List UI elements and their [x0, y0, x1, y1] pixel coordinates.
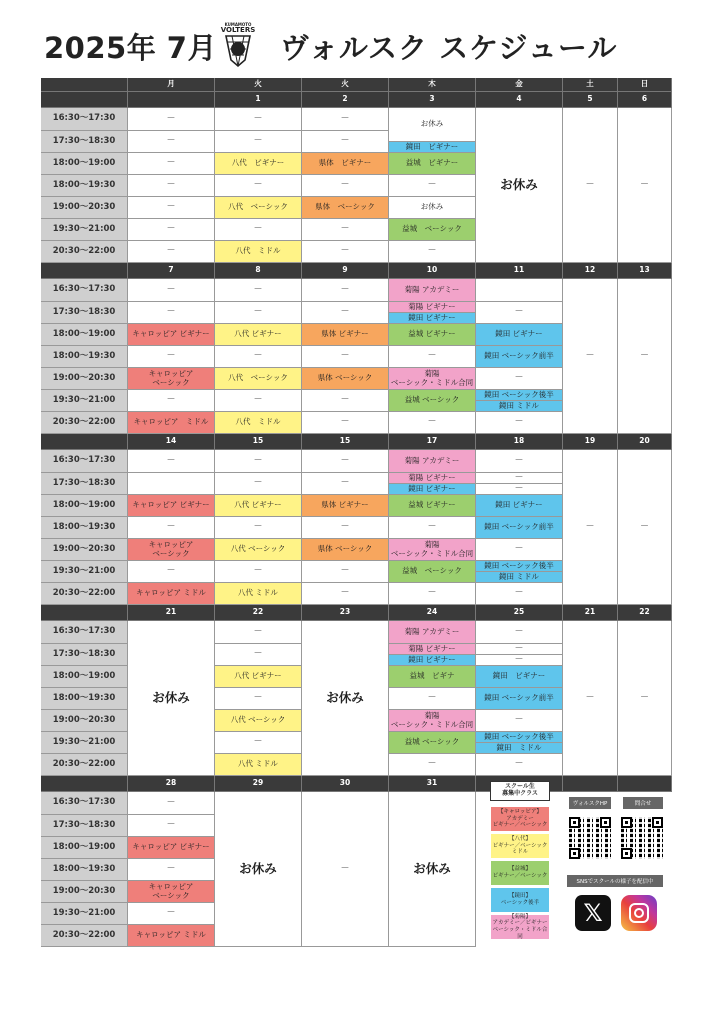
time-slot-label: 16:30～17:30 — [41, 108, 128, 131]
schedule-cell: － — [128, 279, 215, 302]
schedule-cell: － — [128, 153, 215, 175]
time-slot-label: 17:30～18:30 — [41, 815, 128, 837]
schedule-cell: － — [476, 655, 563, 666]
schedule-cell: キャロッピア ビギナー — [128, 495, 215, 517]
schedule-cell: － — [302, 241, 389, 263]
schedule-cell: キャロッピア ミドル — [128, 583, 215, 605]
time-slot-label: 18:00～19:30 — [41, 517, 128, 539]
schedule-cell: キャロッピア ベーシック — [128, 368, 215, 390]
schedule-cell: － — [302, 583, 389, 605]
schedule-cell: － — [215, 219, 302, 241]
schedule-cell: － — [618, 450, 672, 605]
schedule-cell: － — [302, 473, 389, 495]
schedule-cell: － — [215, 131, 302, 153]
schedule-cell: － — [128, 175, 215, 197]
time-slot-label: 16:30～17:30 — [41, 450, 128, 473]
time-slot-label: 17:30～18:30 — [41, 131, 128, 153]
weekday-header: 月 — [128, 78, 215, 92]
schedule-cell: － — [215, 302, 302, 324]
schedule-cell: － — [476, 302, 563, 324]
schedule-cell: 鏡田 ベーシック前半 — [476, 517, 563, 539]
weekday-header: 火 — [302, 78, 389, 92]
date-header: 30 — [302, 776, 389, 792]
date-header: 31 — [389, 776, 476, 792]
schedule-cell: － — [476, 484, 563, 495]
schedule-cell: － — [563, 450, 618, 605]
schedule-cell: 県体 ビギナー — [302, 495, 389, 517]
schedule-cell: － — [476, 368, 563, 390]
date-header-blank — [41, 92, 128, 108]
schedule-cell: 八代 ミドル — [215, 412, 302, 434]
schedule-cell: － — [389, 583, 476, 605]
schedule-cell: 八代 ベーシック — [215, 368, 302, 390]
instagram-icon[interactable] — [621, 895, 657, 931]
schedule-cell: キャロッピア ベーシック — [128, 881, 215, 903]
schedule-table — [41, 78, 672, 947]
time-slot-label: 17:30～18:30 — [41, 302, 128, 324]
legend-title: スクール生 募集中クラス — [490, 781, 550, 801]
date-header: 17 — [389, 434, 476, 450]
logo-name-text: VOLTERS — [220, 26, 256, 34]
schedule-cell: － — [476, 644, 563, 655]
schedule-cell: 菊陽 ベーシック・ミドル合同 — [389, 368, 476, 390]
schedule-cell: お休み — [476, 108, 563, 263]
schedule-cell: キャロッピア ミドル — [128, 925, 215, 947]
time-slot-label: 20:30～22:00 — [41, 754, 128, 776]
time-slot-label: 16:30～17:30 — [41, 279, 128, 302]
schedule-cell: － — [476, 583, 563, 605]
schedule-cell: － — [618, 621, 672, 776]
date-header: 12 — [563, 263, 618, 279]
schedule-cell: 鏡田 ビギナー — [476, 666, 563, 688]
date-header: 24 — [389, 605, 476, 621]
date-header: 20 — [618, 434, 672, 450]
legend-item: 【益城】 ビギナー／ベーシック — [491, 861, 549, 885]
legend-item: 【キャロッピア】 アカデミー ビギナー／ベーシック — [491, 807, 549, 831]
schedule-cell: － — [215, 108, 302, 131]
schedule-cell: 八代 ミドル — [215, 754, 302, 776]
schedule-cell: － — [128, 561, 215, 583]
date-header: 1 — [215, 92, 302, 108]
schedule-cell — [476, 279, 563, 302]
schedule-cell: － — [215, 732, 302, 754]
date-header: 7 — [128, 263, 215, 279]
schedule-cell: － — [389, 688, 476, 710]
schedule-cell: 鏡田 ベーシック後半 — [476, 561, 563, 572]
date-header: 13 — [618, 263, 672, 279]
schedule-cell: － — [128, 131, 215, 153]
schedule-cell: 菊陽 ベーシック・ミドル合同 — [389, 710, 476, 732]
schedule-cell: － — [215, 175, 302, 197]
date-header-blank — [41, 776, 128, 792]
schedule-cell: － — [128, 792, 215, 815]
schedule-cell: － — [128, 815, 215, 837]
logo-top-text: KUMAMOTO — [224, 22, 252, 27]
schedule-cell: － — [476, 754, 563, 776]
legend-item: 【八代】 ビギナー／ベーシック ミドル — [491, 834, 549, 858]
schedule-cell: － — [476, 621, 563, 644]
schedule-cell: － — [302, 390, 389, 412]
schedule-cell: － — [389, 412, 476, 434]
legend-item: 【鏡田】 ベーシック後半 — [491, 888, 549, 912]
schedule-cell: － — [618, 108, 672, 263]
schedule-cell: － — [302, 561, 389, 583]
schedule-cell: 益城 ベーシック — [389, 219, 476, 241]
date-header: 10 — [389, 263, 476, 279]
schedule-cell: － — [128, 859, 215, 881]
time-slot-label: 20:30～22:00 — [41, 583, 128, 605]
schedule-cell: － — [302, 517, 389, 539]
schedule-cell: － — [215, 644, 302, 666]
schedule-cell: － — [128, 517, 215, 539]
time-slot-label: 19:30～21:00 — [41, 561, 128, 583]
date-header: 28 — [128, 776, 215, 792]
schedule-cell: － — [389, 346, 476, 368]
schedule-cell: キャロッピア ビギナー — [128, 324, 215, 346]
time-slot-label: 16:30～17:30 — [41, 621, 128, 644]
contact-qr-code[interactable] — [621, 817, 663, 859]
weekday-header: 木 — [389, 78, 476, 92]
schedule-cell: 鏡田 ベーシック後半 — [476, 390, 563, 401]
schedule-cell: 菊陽 アカデミー — [389, 450, 476, 473]
schedule-cell: 八代 ベーシック — [215, 710, 302, 732]
schedule-cell: 菊陽 アカデミー — [389, 621, 476, 644]
schedule-cell: 八代 ミドル — [215, 241, 302, 263]
schedule-cell: － — [563, 279, 618, 434]
schedule-cell: － — [476, 450, 563, 473]
schedule-cell: 県体 ビギナー — [302, 153, 389, 175]
page-title-name: ヴォルスク スケジュール — [280, 31, 618, 65]
schedule-cell: － — [302, 131, 389, 153]
weekday-header: 火 — [215, 78, 302, 92]
schedule-cell: － — [563, 108, 618, 263]
schedule-cell: － — [302, 450, 389, 473]
schedule-cell: － — [389, 241, 476, 263]
schedule-cell: 鏡田 ビギナー — [476, 324, 563, 346]
schedule-cell: － — [215, 346, 302, 368]
date-header: 21 — [563, 605, 618, 621]
date-header: 14 — [128, 434, 215, 450]
date-header: 5 — [563, 92, 618, 108]
schedule-cell: 八代 ベーシック — [215, 539, 302, 561]
schedule-cell: 鏡田 ビギナー — [476, 495, 563, 517]
schedule-cell: 菊陽 ビギナー — [389, 473, 476, 484]
date-header: 11 — [476, 263, 563, 279]
page-header — [0, 22, 718, 68]
schedule-cell: － — [389, 175, 476, 197]
schedule-cell: 益城 ビギナー — [389, 324, 476, 346]
schedule-cell: 鏡田 ミドル — [476, 401, 563, 412]
schedule-cell: 鏡田 ベーシック後半 — [476, 732, 563, 743]
time-slot-label: 18:00～19:30 — [41, 688, 128, 710]
schedule-cell: － — [476, 412, 563, 434]
schedule-cell: － — [128, 108, 215, 131]
schedule-cell: キャロッピア ベーシック — [128, 539, 215, 561]
schedule-cell: － — [389, 517, 476, 539]
schedule-cell: 八代 ミドル — [215, 583, 302, 605]
volters-logo — [218, 22, 258, 68]
date-header: 15 — [302, 434, 389, 450]
date-header: 22 — [618, 605, 672, 621]
schedule-cell: － — [128, 450, 215, 473]
schedule-cell: － — [128, 241, 215, 263]
legend-item: 【菊陽】 アカデミー／ビギナー ベーシック・ミドル合同 — [492, 913, 548, 940]
schedule-cell: 菊陽 ビギナー — [389, 644, 476, 655]
schedule-cell: － — [215, 450, 302, 473]
schedule-cell: － — [128, 302, 215, 324]
time-slot-label: 18:00～19:00 — [41, 324, 128, 346]
time-slot-label: 18:00～19:00 — [41, 837, 128, 859]
weekday-header: 土 — [563, 78, 618, 92]
schedule-cell: － — [476, 710, 563, 732]
schedule-cell: － — [128, 219, 215, 241]
schedule-cell: 益城 ベーシック — [389, 732, 476, 754]
schedule-cell: 鏡田 ベーシック前半 — [476, 688, 563, 710]
date-header — [618, 776, 672, 792]
schedule-cell: － — [128, 197, 215, 219]
schedule-cell: － — [302, 219, 389, 241]
schedule-cell: － — [618, 279, 672, 434]
time-slot-label: 18:00～19:30 — [41, 175, 128, 197]
date-header: 22 — [215, 605, 302, 621]
schedule-cell: お休み — [128, 621, 215, 776]
schedule-cell: － — [476, 473, 563, 484]
date-header: 9 — [302, 263, 389, 279]
date-header: 4 — [476, 92, 563, 108]
time-slot-label: 19:00～20:30 — [41, 368, 128, 390]
time-slot-label: 17:30～18:30 — [41, 473, 128, 495]
schedule-cell: 鏡田 ビギナー — [389, 313, 476, 324]
schedule-cell: 県体 ベーシック — [302, 539, 389, 561]
date-header: 29 — [215, 776, 302, 792]
date-header — [563, 776, 618, 792]
schedule-cell: 菊陽 アカデミー — [389, 279, 476, 302]
schedule-cell: － — [302, 792, 389, 947]
schedule-cell: キャロッピア ビギナー — [128, 837, 215, 859]
schedule-cell: － — [302, 412, 389, 434]
schedule-cell: お休み — [302, 621, 389, 776]
contact-label: 問合せ — [623, 797, 663, 809]
schedule-cell: 益城 ビギナー — [389, 495, 476, 517]
schedule-cell: － — [128, 903, 215, 925]
schedule-cell: － — [215, 688, 302, 710]
schedule-cell: － — [215, 561, 302, 583]
date-header-blank — [41, 434, 128, 450]
date-header: 8 — [215, 263, 302, 279]
schedule-cell: － — [389, 754, 476, 776]
schedule-cell: 益城 ビギナ — [389, 666, 476, 688]
time-slot-label: 19:00～20:30 — [41, 197, 128, 219]
schedule-cell: 鏡田 ビギナー — [389, 655, 476, 666]
time-slot-label: 18:00～19:30 — [41, 346, 128, 368]
schedule-cell: 八代 ビギナー — [215, 666, 302, 688]
schedule-cell: － — [302, 302, 389, 324]
time-slot-label: 18:00～19:00 — [41, 666, 128, 688]
date-header: 15 — [215, 434, 302, 450]
schedule-cell: 鏡田 ビギナー — [389, 142, 476, 153]
weekday-header-blank — [41, 78, 128, 92]
weekday-header: 日 — [618, 78, 672, 92]
schedule-cell: 鏡田 ビギナー — [389, 484, 476, 495]
schedule-cell: お休み — [389, 108, 476, 142]
schedule-cell: － — [302, 346, 389, 368]
weekday-header: 金 — [476, 78, 563, 92]
schedule-cell: 八代 ベーシック — [215, 197, 302, 219]
schedule-cell: 益城 ベーシック — [389, 390, 476, 412]
hp-label: ヴォルスクHP — [569, 797, 611, 809]
schedule-cell — [128, 473, 215, 495]
schedule-cell: － — [128, 390, 215, 412]
schedule-cell: 益城 ベーシック — [389, 561, 476, 583]
date-header: 2 — [302, 92, 389, 108]
time-slot-label: 16:30～17:30 — [41, 792, 128, 815]
schedule-cell: － — [476, 539, 563, 561]
time-slot-label: 20:30～22:00 — [41, 241, 128, 263]
date-header: 18 — [476, 434, 563, 450]
date-header: 25 — [476, 605, 563, 621]
schedule-cell: － — [215, 621, 302, 644]
time-slot-label: 19:30～21:00 — [41, 390, 128, 412]
time-slot-label: 19:30～21:00 — [41, 219, 128, 241]
schedule-cell: 鏡田 ミドル — [476, 572, 563, 583]
schedule-cell: 県体 ビギナー — [302, 324, 389, 346]
time-slot-label: 20:30～22:00 — [41, 925, 128, 947]
schedule-cell: 菊陽 ビギナー — [389, 302, 476, 313]
time-slot-label: 20:30～22:00 — [41, 412, 128, 434]
time-slot-label: 18:00～19:30 — [41, 859, 128, 881]
schedule-cell: 八代 ビギナー — [215, 324, 302, 346]
schedule-cell: お休み — [389, 197, 476, 219]
schedule-cell: － — [302, 175, 389, 197]
date-header — [128, 92, 215, 108]
schedule-cell: 益城 ビギナー — [389, 153, 476, 175]
schedule-cell: お休み — [215, 792, 302, 947]
date-header: 21 — [128, 605, 215, 621]
schedule-cell: 県体 ベーシック — [302, 368, 389, 390]
time-slot-label: 19:00～20:30 — [41, 881, 128, 903]
schedule-cell: － — [563, 621, 618, 776]
schedule-cell: － — [215, 279, 302, 302]
date-header: 3 — [389, 92, 476, 108]
schedule-cell: 八代 ビギナー — [215, 153, 302, 175]
schedule-cell: 八代 ビギナー — [215, 495, 302, 517]
schedule-cell: － — [302, 108, 389, 131]
page-title-date: 2025年 7月 — [44, 31, 217, 65]
date-header: 19 — [563, 434, 618, 450]
date-header-blank — [41, 605, 128, 621]
time-slot-label: 19:30～21:00 — [41, 903, 128, 925]
schedule-cell: － — [215, 517, 302, 539]
time-slot-label: 19:00～20:30 — [41, 710, 128, 732]
time-slot-label: 18:00～19:00 — [41, 495, 128, 517]
date-header: 23 — [302, 605, 389, 621]
schedule-cell: － — [215, 473, 302, 495]
hp-qr-code[interactable] — [569, 817, 611, 859]
sns-caption: SNSでスクールの様子を配信中 — [567, 875, 663, 887]
time-slot-label: 19:30～21:00 — [41, 732, 128, 754]
schedule-cell: キャロッピア ミドル — [128, 412, 215, 434]
date-header: 6 — [618, 92, 672, 108]
time-slot-label: 17:30～18:30 — [41, 644, 128, 666]
schedule-cell: － — [302, 279, 389, 302]
schedule-cell: － — [215, 390, 302, 412]
time-slot-label: 18:00～19:00 — [41, 153, 128, 175]
schedule-cell: 鏡田 ベーシック前半 — [476, 346, 563, 368]
schedule-cell: 菊陽 ベーシック・ミドル合同 — [389, 539, 476, 561]
schedule-cell: － — [128, 346, 215, 368]
x-icon[interactable]: 𝕏 — [575, 895, 611, 931]
schedule-cell: お休み — [389, 792, 476, 947]
date-header-blank — [41, 263, 128, 279]
schedule-cell: 県体 ベーシック — [302, 197, 389, 219]
time-slot-label: 19:00～20:30 — [41, 539, 128, 561]
schedule-cell: 鏡田 ミドル — [476, 743, 563, 754]
